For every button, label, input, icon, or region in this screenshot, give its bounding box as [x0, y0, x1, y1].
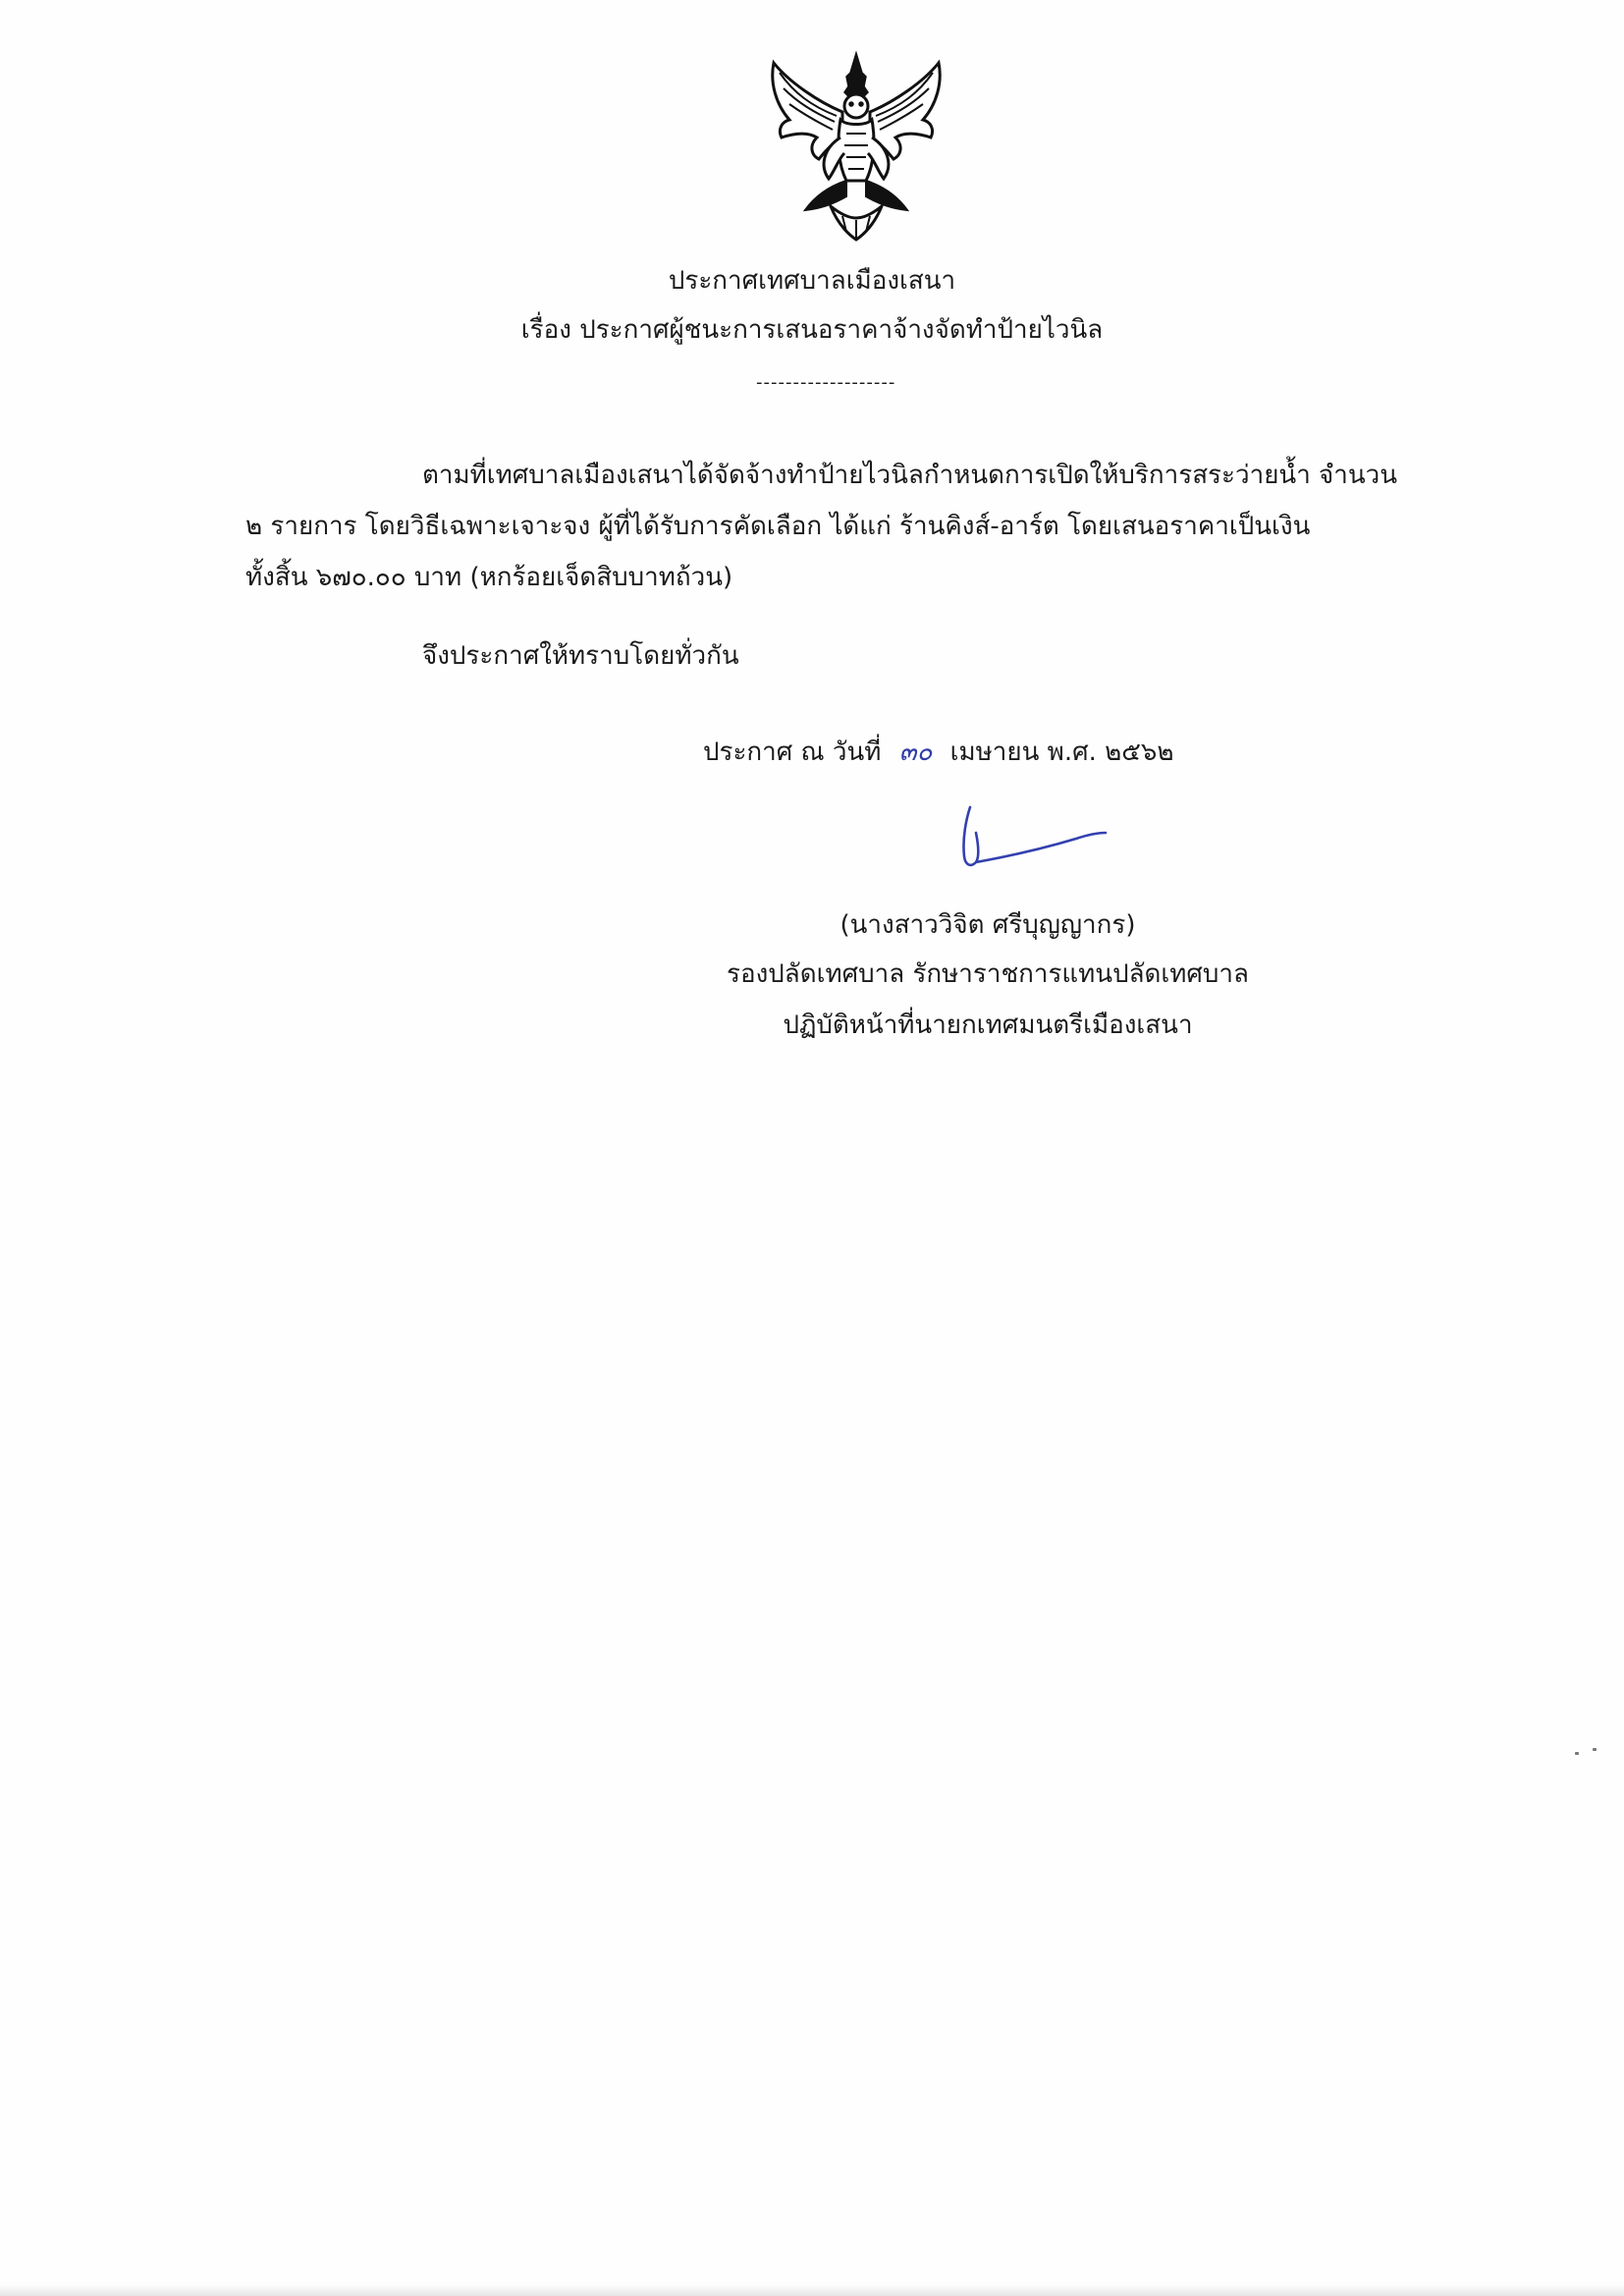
announcement-subject: เรื่อง ประกาศผู้ชนะการเสนอราคาจ้างจัดทำป้ายไวนิล [520, 315, 1104, 345]
closing-statement: จึงประกาศให้ทราบโดยทั่วกัน [422, 641, 739, 671]
body-line-3: ทั้งสิ้น ๖๗๐.๐๐ บาท (หกร้อยเจ็ดสิบบาทถ้วน) [245, 563, 733, 592]
divider: ------------------- [756, 372, 896, 393]
garuda-emblem-icon [760, 43, 952, 246]
signatory-name: (นางสาววิจิต ศรีบุญญากร) [839, 910, 1136, 940]
announcement-date [703, 735, 1174, 770]
body-line-1: ตามที่เทศบาลเมืองเสนาได้จัดจ้างทำป้ายไวนิลกำหนดการเปิดให้บริการสระว่ายน้ำ จำนวน [422, 461, 1398, 490]
scan-speck [1593, 1748, 1597, 1751]
scan-edge [0, 2284, 1624, 2296]
body-line-2: ๒ รายการ โดยวิธีเฉพาะเจาะจง ผู้ที่ได้รับการคัดเลือก ได้แก่ ร้านคิงส์-อาร์ต โดยเสนอราคาเป็นเงิน [245, 512, 1311, 541]
date-day-handwritten: ๓๐ [898, 738, 933, 767]
date-prefix: ประกาศ ณ วันที่ [703, 738, 882, 767]
scan-speck [1575, 1752, 1579, 1755]
handwritten-signature [958, 799, 1115, 878]
signatory-position-1: รองปลัดเทศบาล รักษาราชการแทนปลัดเทศบาล [727, 959, 1249, 989]
announcement-heading: ประกาศเทศบาลเมืองเสนา [668, 266, 956, 296]
date-month-year: เมษายน พ.ศ. ๒๕๖๒ [949, 738, 1174, 767]
signatory-position-2: ปฏิบัติหน้าที่นายกเทศมนตรีเมืองเสนา [783, 1011, 1193, 1040]
